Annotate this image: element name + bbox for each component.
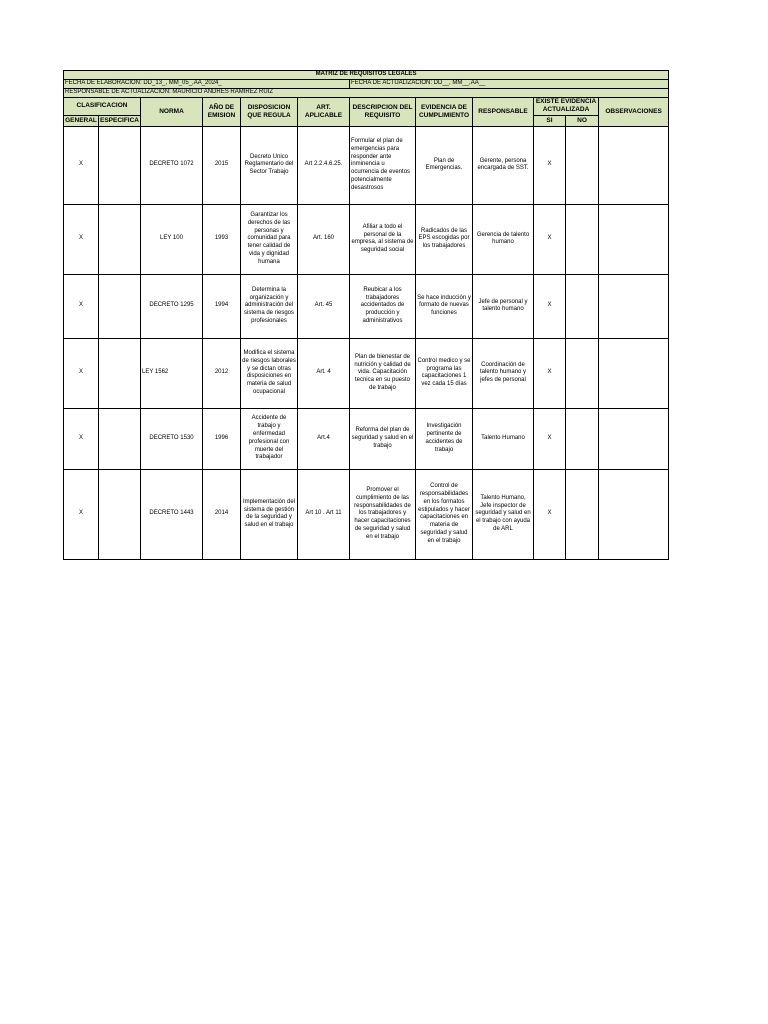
cell-general: X [64, 408, 99, 469]
cell-si: X [534, 274, 566, 338]
cell-articulo: Art 2.2.4.6.25. [298, 126, 350, 204]
cell-descripcion: Reforma del plan de seguridad y salud en el trabajo [350, 408, 416, 469]
matrix-title: MATRIZ DE REQUISITOS LEGALES [64, 71, 669, 80]
cell-anio: 1996 [203, 408, 241, 469]
cell-anio: 1994 [203, 274, 241, 338]
cell-general: X [64, 338, 99, 408]
cell-articulo: Art. 4 [298, 338, 350, 408]
header-anio-emision: AÑO DE EMISION [203, 98, 241, 127]
cell-norma: DECRETO 1530 [141, 408, 203, 469]
elaboration-date: FECHA DE ELABORACION: DD_13_, MM_05_,AA_2024_ [64, 80, 350, 89]
cell-no [566, 274, 599, 338]
cell-general: X [64, 204, 99, 274]
cell-especifica [99, 338, 141, 408]
cell-anio: 1993 [203, 204, 241, 274]
cell-norma: DECRETO 1443 [141, 469, 203, 559]
header-art-aplicable: ART. APLICABLE [298, 98, 350, 127]
cell-disposicion: Modifica el sistema de riesgos laborales y se dictan otras disposiciones en materia de salud ocupacional [241, 338, 298, 408]
cell-no [566, 338, 599, 408]
cell-general: X [64, 126, 99, 204]
title-row [64, 71, 669, 80]
header-row-1 [64, 98, 669, 116]
cell-observaciones [599, 274, 669, 338]
update-date: FECHA DE ACTUALIZACION: DD__, MM__,AA__ [350, 80, 669, 89]
cell-observaciones [599, 126, 669, 204]
cell-si: X [534, 204, 566, 274]
cell-anio: 2015 [203, 126, 241, 204]
cell-articulo: Art.4 [298, 408, 350, 469]
cell-evidencia: Plan de Emergencias. [416, 126, 473, 204]
cell-general: X [64, 274, 99, 338]
dates-row [64, 80, 669, 89]
legal-requirements-matrix [63, 70, 669, 560]
cell-anio: 2014 [203, 469, 241, 559]
responsible-row [64, 89, 669, 98]
cell-no [566, 469, 599, 559]
table-row [64, 204, 669, 274]
header-disposicion: DISPOSICION QUE REGULA [241, 98, 298, 127]
header-responsable: RESPONSABLE [473, 98, 534, 127]
cell-evidencia: Control medico y se programa las capacitaciones 1 vez cada 15 días [416, 338, 473, 408]
cell-evidencia: Radicados de las EPS escogidas por los trabajadores [416, 204, 473, 274]
cell-no [566, 408, 599, 469]
cell-descripcion: Afiliar a todo el personal de la empresa, al sistema de seguridad social [350, 204, 416, 274]
header-si: SI [534, 115, 566, 126]
cell-descripcion: Reubicar a los trabajadores accidentados de producción y administrativos [350, 274, 416, 338]
table-row [64, 274, 669, 338]
header-no: NO [566, 115, 599, 126]
cell-responsable: Gerencia de talento humano [473, 204, 534, 274]
table-row [64, 126, 669, 204]
cell-norma: LEY 100 [141, 204, 203, 274]
cell-especifica [99, 408, 141, 469]
header-existe-evidencia: EXISTE EVIDENCIA ACTUALIZADA [534, 98, 599, 116]
cell-responsable: Jefe de personal y talento humano [473, 274, 534, 338]
header-clasificacion: CLASIFICACION [64, 98, 141, 116]
cell-responsable: Talento Humano [473, 408, 534, 469]
table-row [64, 469, 669, 559]
cell-articulo: Art. 45 [298, 274, 350, 338]
cell-norma: LEY 1562 [141, 338, 203, 408]
cell-descripcion: Plan de bienestar de nutrición y calidad de vida. Capacitación tecnica en su puesto de trabajo [350, 338, 416, 408]
legal-requirements-sheet [63, 70, 668, 560]
cell-norma: DECRETO 1295 [141, 274, 203, 338]
header-general: GENERAL [64, 115, 99, 126]
header-especifica: ESPECIFICA [99, 115, 141, 126]
cell-no [566, 204, 599, 274]
cell-articulo: Art 10 . Art 11 [298, 469, 350, 559]
cell-descripcion: Formular el plan de emergencias para responder ante inminencia u ocurrencia de eventos potencialmente desastrosos [350, 126, 416, 204]
header-descripcion: DESCRIPCION DEL REQUISITO [350, 98, 416, 127]
cell-disposicion: Determina la organización y administración del sistema de riesgos profesionales [241, 274, 298, 338]
cell-disposicion: Decreto Unico Reglamentario del Sector Trabajo [241, 126, 298, 204]
header-evidencia: EVIDENCIA DE CUMPLIMIENTO [416, 98, 473, 127]
cell-si: X [534, 338, 566, 408]
cell-si: X [534, 469, 566, 559]
cell-disposicion: Garantizar los derechos de las personas y comunidad para tener calidad de vida y dignidad humana [241, 204, 298, 274]
cell-especifica [99, 469, 141, 559]
header-observaciones: OBSERVACIONES [599, 98, 669, 127]
cell-especifica [99, 274, 141, 338]
cell-si: X [534, 408, 566, 469]
table-row [64, 338, 669, 408]
cell-observaciones [599, 204, 669, 274]
cell-especifica [99, 204, 141, 274]
cell-responsable: Talento Humano, Jefe inspector de seguridad y salud en el trabajo con ayuda de ARL [473, 469, 534, 559]
cell-norma: DECRETO 1072 [141, 126, 203, 204]
cell-observaciones [599, 469, 669, 559]
cell-observaciones [599, 408, 669, 469]
cell-observaciones [599, 338, 669, 408]
cell-anio: 2012 [203, 338, 241, 408]
table-row [64, 408, 669, 469]
update-responsible: RESPONSABLE DE ACTUALIZACION: MAURICIO ANDRES RAMIREZ RUIZ [64, 89, 669, 98]
cell-responsable: Gerente, persona encargada de SST. [473, 126, 534, 204]
header-norma: NORMA [141, 98, 203, 127]
cell-responsable: Coordinación de talento humano y jefes de personal [473, 338, 534, 408]
cell-evidencia: Se hace inducción y formato de nuevas funciones [416, 274, 473, 338]
cell-no [566, 126, 599, 204]
cell-evidencia: Control de responsabilidades en los formatos estipulados y hacer capacitaciones en materia de seguridad y salud en el trabajo [416, 469, 473, 559]
cell-si: X [534, 126, 566, 204]
cell-articulo: Art. 160 [298, 204, 350, 274]
cell-disposicion: Accidente de trabajo y enfermedad profesional con muerte del trabajador [241, 408, 298, 469]
cell-evidencia: Investigación pertinente de accidentes de trabajo [416, 408, 473, 469]
cell-general: X [64, 469, 99, 559]
cell-descripcion: Promover el cumplimiento de las responsabilidades de los trabajadores y hacer capacitaciones de seguridad y salud en el trabajo [350, 469, 416, 559]
cell-disposicion: Implementación del sistema de gestión de la seguridad y salud en el trabajo [241, 469, 298, 559]
cell-especifica [99, 126, 141, 204]
